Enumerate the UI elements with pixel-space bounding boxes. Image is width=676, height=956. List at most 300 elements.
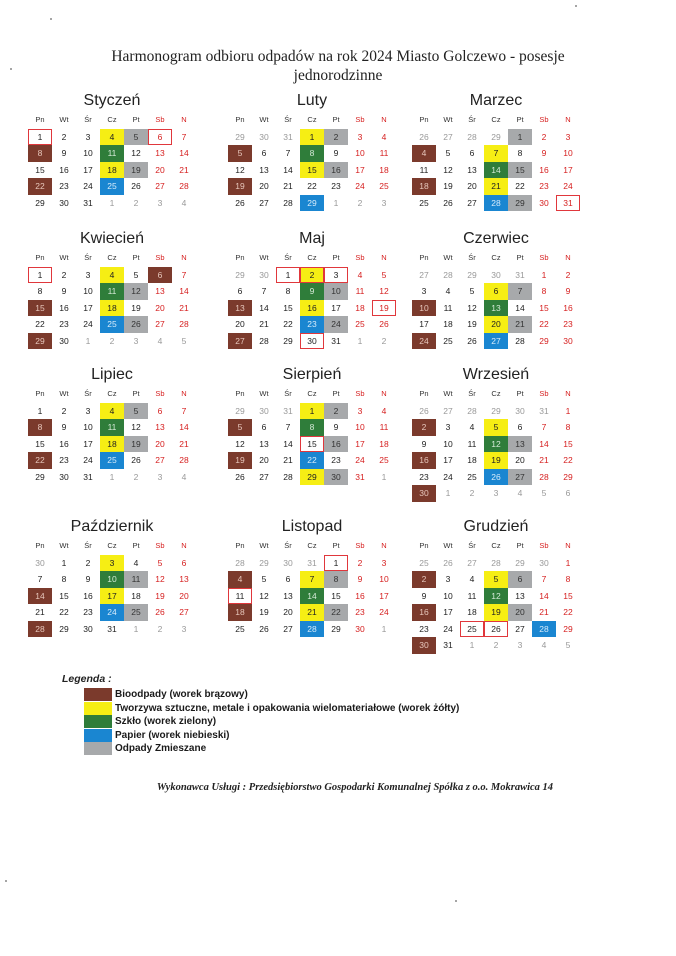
weekday-header: Cz <box>107 541 117 550</box>
day-cell: 1 <box>28 267 52 284</box>
day-cell: 3 <box>85 405 91 416</box>
day-cell: 3 <box>565 131 571 142</box>
weekday-header: Wt <box>259 389 269 398</box>
day-cell: 4 <box>445 286 451 296</box>
day-cell: 28 <box>467 131 477 142</box>
day-cell: 19 <box>155 590 165 601</box>
day-cell: 30 <box>35 557 45 568</box>
day-cell: 30 <box>83 623 93 634</box>
day-cell: 4 <box>412 145 436 162</box>
contractor-footer: Wykonawca Usługi : Przedsiębiorstwo Gospodarki Komunalnej Spółka z o.o. Mokrawica 14 <box>156 782 554 793</box>
legend-row <box>84 715 459 729</box>
day-cell: 26 <box>259 623 269 634</box>
day-cell: 7 <box>181 131 187 142</box>
day-cell: 1 <box>109 197 115 208</box>
day-cell: 24 <box>412 333 436 350</box>
day-cell: 26 <box>443 557 453 568</box>
weekday-header: Sb <box>155 389 165 398</box>
day-cell: 11 <box>124 571 148 588</box>
day-cell: 20 <box>179 590 189 601</box>
day-cell: 2 <box>61 405 67 416</box>
day-cell: 8 <box>28 419 52 436</box>
day-cell: 6 <box>181 557 187 568</box>
day-cell: 31 <box>83 197 93 208</box>
legend-items <box>62 688 459 756</box>
day-cell: 7 <box>541 422 547 432</box>
day-cell: 31 <box>443 640 453 650</box>
day-cell: 2 <box>61 269 67 280</box>
weekday-header: Cz <box>307 253 317 262</box>
day-cell: 13 <box>259 438 269 449</box>
day-cell: 13 <box>155 422 165 432</box>
day-cell: 23 <box>355 607 365 617</box>
day-cell: 16 <box>59 438 69 449</box>
legend-label: Papier (worek niebieski) <box>115 729 230 741</box>
day-cell: 15 <box>563 590 573 601</box>
day-cell: 4 <box>100 129 124 146</box>
day-cell: 13 <box>155 286 165 296</box>
day-cell: 2 <box>133 471 139 482</box>
day-cell: 27 <box>515 623 525 634</box>
day-cell: 20 <box>259 455 269 465</box>
day-cell: 1 <box>333 197 339 208</box>
day-cell: 30 <box>412 637 436 654</box>
day-cell: 15 <box>283 302 293 313</box>
scan-speck <box>50 18 52 20</box>
day-cell: 5 <box>484 571 508 588</box>
day-cell: 16 <box>59 302 69 313</box>
day-cell: 4 <box>357 269 363 280</box>
day-cell: 14 <box>179 148 189 158</box>
day-cell: 26 <box>443 197 453 208</box>
day-cell: 3 <box>157 471 163 482</box>
day-cell: 13 <box>283 590 293 601</box>
day-cell: 20 <box>259 181 269 191</box>
day-cell: 27 <box>179 607 189 617</box>
day-cell: 9 <box>421 438 427 449</box>
day-cell: 20 <box>515 455 525 465</box>
day-cell: 1 <box>109 471 115 482</box>
day-cell: 20 <box>155 438 165 449</box>
day-cell: 31 <box>556 195 580 212</box>
day-cell: 26 <box>155 607 165 617</box>
month-name: Kwiecień <box>79 230 145 247</box>
day-cell: 15 <box>35 164 45 175</box>
day-cell: 5 <box>469 286 475 296</box>
day-cell: 23 <box>419 623 429 634</box>
day-cell: 30 <box>355 623 365 634</box>
day-cell: 28 <box>484 195 508 212</box>
day-cell: 9 <box>565 286 571 296</box>
day-cell: 27 <box>419 269 429 280</box>
day-cell: 9 <box>421 590 427 601</box>
day-cell: 3 <box>133 335 139 346</box>
day-cell: 29 <box>539 335 549 346</box>
weekday-header: Cz <box>307 115 317 124</box>
day-cell: 2 <box>357 557 363 568</box>
day-cell: 5 <box>381 269 387 280</box>
legend-swatch <box>84 742 112 755</box>
day-cell: 14 <box>179 286 189 296</box>
day-cell: 27 <box>467 557 477 568</box>
day-cell: 20 <box>508 604 532 621</box>
day-cell: 23 <box>539 181 549 191</box>
weekday-header: Cz <box>107 389 117 398</box>
day-cell: 16 <box>83 590 93 601</box>
weekday-header: N <box>565 541 571 550</box>
day-cell: 7 <box>181 269 187 280</box>
day-cell: 15 <box>28 300 52 317</box>
weekday-header: Śr <box>468 253 476 262</box>
day-cell: 14 <box>539 438 549 449</box>
legend-row <box>84 742 459 756</box>
day-cell: 28 <box>443 269 453 280</box>
day-cell: 27 <box>155 181 165 191</box>
day-cell: 7 <box>484 145 508 162</box>
weekday-header: Cz <box>107 253 117 262</box>
day-cell: 2 <box>133 197 139 208</box>
day-cell: 22 <box>28 452 52 469</box>
weekday-header: Wt <box>259 541 269 550</box>
day-cell: 14 <box>179 422 189 432</box>
day-cell: 18 <box>443 319 453 329</box>
day-cell: 30 <box>412 485 436 502</box>
day-cell: 21 <box>539 455 549 465</box>
weekday-header: N <box>381 389 387 398</box>
day-cell: 31 <box>515 269 525 280</box>
day-cell: 8 <box>541 286 547 296</box>
day-cell: 4 <box>181 471 187 482</box>
day-cell: 18 <box>100 300 124 317</box>
day-cell: 31 <box>307 557 317 568</box>
day-cell: 5 <box>157 557 163 568</box>
month-days-grid <box>28 112 196 211</box>
day-cell: 6 <box>508 571 532 588</box>
day-cell: 11 <box>443 302 453 313</box>
day-cell: 2 <box>85 557 91 568</box>
weekday-header: N <box>565 115 571 124</box>
day-cell: 31 <box>355 471 365 482</box>
weekday-header: Sb <box>539 253 549 262</box>
day-cell: 15 <box>508 162 532 179</box>
day-cell: 30 <box>491 269 501 280</box>
weekday-header: Pn <box>35 115 45 124</box>
day-cell: 30 <box>59 471 69 482</box>
day-cell: 29 <box>235 269 245 280</box>
day-cell: 30 <box>259 131 269 142</box>
month-block <box>412 364 580 502</box>
day-cell: 13 <box>484 300 508 317</box>
day-cell: 24 <box>83 319 93 329</box>
day-cell: 3 <box>157 197 163 208</box>
day-cell: 10 <box>379 574 389 584</box>
weekday-header: Pn <box>235 389 245 398</box>
day-cell: 23 <box>300 316 324 333</box>
day-cell: 19 <box>228 178 252 195</box>
day-cell: 17 <box>83 164 93 175</box>
day-cell: 1 <box>508 129 532 146</box>
month-days-grid <box>412 386 580 502</box>
day-cell: 6 <box>484 283 508 300</box>
day-cell: 10 <box>355 148 365 158</box>
day-cell: 14 <box>300 588 324 605</box>
day-cell: 29 <box>515 557 525 568</box>
weekday-header: Pn <box>419 253 429 262</box>
day-cell: 11 <box>228 588 252 605</box>
day-cell: 19 <box>124 436 148 453</box>
scan-speck <box>10 68 12 70</box>
day-cell: 27 <box>443 131 453 142</box>
day-cell: 5 <box>124 129 148 146</box>
weekday-header: Sb <box>539 115 549 124</box>
day-cell: 8 <box>300 419 324 436</box>
day-cell: 23 <box>59 455 69 465</box>
day-cell: 1 <box>541 269 547 280</box>
day-cell: 7 <box>181 405 187 416</box>
day-cell: 4 <box>133 557 139 568</box>
day-cell: 12 <box>155 574 165 584</box>
day-cell: 27 <box>443 405 453 416</box>
month-days-grid <box>412 112 580 211</box>
day-cell: 17 <box>419 319 429 329</box>
month-name: Październik <box>70 518 154 535</box>
day-cell: 30 <box>563 335 573 346</box>
day-cell: 10 <box>324 283 348 300</box>
day-cell: 28 <box>283 471 293 482</box>
day-cell: 6 <box>565 488 571 498</box>
day-cell: 16 <box>539 164 549 175</box>
day-cell: 19 <box>372 300 396 317</box>
month-days-grid <box>228 250 396 349</box>
day-cell: 12 <box>131 422 141 432</box>
day-cell: 17 <box>83 302 93 313</box>
weekday-header: N <box>381 115 387 124</box>
weekday-header: Pn <box>35 253 45 262</box>
day-cell: 10 <box>100 571 124 588</box>
day-cell: 11 <box>100 419 124 436</box>
day-cell: 30 <box>324 469 348 486</box>
weekday-header: Pn <box>235 115 245 124</box>
day-cell: 29 <box>491 131 501 142</box>
day-cell: 5 <box>484 419 508 436</box>
month-days-grid <box>228 538 396 637</box>
day-cell: 22 <box>563 607 573 617</box>
day-cell: 29 <box>235 405 245 416</box>
day-cell: 8 <box>285 286 291 296</box>
weekday-header: Śr <box>468 541 476 550</box>
day-cell: 15 <box>331 590 341 601</box>
day-cell: 17 <box>100 588 124 605</box>
weekday-header: N <box>565 253 571 262</box>
day-cell: 16 <box>355 590 365 601</box>
day-cell: 28 <box>235 557 245 568</box>
day-cell: 26 <box>419 405 429 416</box>
day-cell: 3 <box>357 131 363 142</box>
legend-label: Odpady Zmieszane <box>115 743 207 755</box>
day-cell: 2 <box>300 267 324 284</box>
day-cell: 13 <box>515 590 525 601</box>
day-cell: 26 <box>467 335 477 346</box>
day-cell: 31 <box>539 405 549 416</box>
month-block <box>228 228 396 349</box>
weekday-header: N <box>181 541 187 550</box>
day-cell: 17 <box>331 302 341 313</box>
weekday-header: N <box>565 389 571 398</box>
day-cell: 31 <box>283 131 293 142</box>
weekday-header: Sb <box>355 389 365 398</box>
month-days-grid <box>228 386 396 485</box>
day-cell: 22 <box>563 455 573 465</box>
day-cell: 6 <box>148 267 172 284</box>
day-cell: 10 <box>412 300 436 317</box>
day-cell: 8 <box>565 574 571 584</box>
day-cell: 10 <box>443 438 453 449</box>
day-cell: 29 <box>491 405 501 416</box>
month-name: Styczeń <box>83 92 141 109</box>
day-cell: 30 <box>515 405 525 416</box>
day-cell: 27 <box>467 197 477 208</box>
day-cell: 25 <box>355 319 365 329</box>
day-cell: 4 <box>381 131 387 142</box>
legend-swatch <box>84 702 112 715</box>
day-cell: 18 <box>412 178 436 195</box>
day-cell: 29 <box>508 195 532 212</box>
day-cell: 28 <box>283 197 293 208</box>
day-cell: 4 <box>469 574 475 584</box>
day-cell: 31 <box>107 623 117 634</box>
day-cell: 4 <box>469 422 475 432</box>
day-cell: 2 <box>324 129 348 146</box>
day-cell: 16 <box>300 300 324 317</box>
day-cell: 20 <box>155 164 165 175</box>
day-cell: 8 <box>565 422 571 432</box>
day-cell: 1 <box>565 557 571 568</box>
day-cell: 7 <box>300 571 324 588</box>
day-cell: 27 <box>484 333 508 350</box>
day-cell: 29 <box>59 623 69 634</box>
day-cell: 20 <box>484 316 508 333</box>
day-cell: 13 <box>259 164 269 175</box>
day-cell: 5 <box>261 574 267 584</box>
day-cell: 23 <box>563 319 573 329</box>
weekday-header: Wt <box>443 115 453 124</box>
weekday-header: Cz <box>491 541 501 550</box>
day-cell: 4 <box>100 403 124 420</box>
day-cell: 16 <box>563 302 573 313</box>
month-days-grid <box>28 250 196 349</box>
day-cell: 8 <box>324 571 348 588</box>
day-cell: 21 <box>35 607 45 617</box>
day-cell: 11 <box>355 286 365 296</box>
day-cell: 2 <box>109 335 115 346</box>
day-cell: 28 <box>532 621 556 638</box>
legend-row <box>84 702 459 716</box>
day-cell: 3 <box>421 286 427 296</box>
month-days-grid <box>412 250 580 349</box>
day-cell: 21 <box>484 178 508 195</box>
day-cell: 29 <box>331 623 341 634</box>
day-cell: 4 <box>228 571 252 588</box>
weekday-header: Śr <box>284 253 292 262</box>
day-cell: 23 <box>83 607 93 617</box>
legend-row <box>84 729 459 743</box>
day-cell: 14 <box>484 162 508 179</box>
day-cell: 10 <box>83 286 93 296</box>
day-cell: 3 <box>100 555 124 572</box>
day-cell: 1 <box>276 267 300 284</box>
day-cell: 24 <box>443 623 453 634</box>
day-cell: 29 <box>300 195 324 212</box>
weekday-header: Pt <box>516 253 524 262</box>
day-cell: 29 <box>563 471 573 482</box>
weekday-header: Pt <box>332 253 340 262</box>
day-cell: 29 <box>235 131 245 142</box>
month-days-grid <box>28 538 196 637</box>
weekday-header: Pt <box>132 389 140 398</box>
day-cell: 28 <box>179 319 189 329</box>
day-cell: 19 <box>484 452 508 469</box>
day-cell: 8 <box>300 145 324 162</box>
day-cell: 11 <box>379 422 389 432</box>
day-cell: 9 <box>61 422 67 432</box>
weekday-header: Pt <box>132 253 140 262</box>
day-cell: 7 <box>261 286 267 296</box>
weekday-header: Sb <box>155 253 165 262</box>
day-cell: 25 <box>235 623 245 634</box>
day-cell: 15 <box>59 590 69 601</box>
day-cell: 25 <box>100 178 124 195</box>
day-cell: 28 <box>179 455 189 465</box>
day-cell: 11 <box>100 283 124 300</box>
weekday-header: Cz <box>307 389 317 398</box>
day-cell: 9 <box>85 574 91 584</box>
weekday-header: N <box>181 389 187 398</box>
day-cell: 8 <box>61 574 67 584</box>
day-cell: 12 <box>259 590 269 601</box>
day-cell: 7 <box>37 574 43 584</box>
day-cell: 14 <box>283 438 293 449</box>
day-cell: 15 <box>563 438 573 449</box>
day-cell: 4 <box>541 640 547 650</box>
month-block <box>228 90 396 211</box>
scan-speck <box>5 880 7 882</box>
month-name: Grudzień <box>463 518 529 535</box>
day-cell: 15 <box>35 438 45 449</box>
scan-speck <box>455 900 457 902</box>
weekday-header: Wt <box>259 253 269 262</box>
weekday-header: Śr <box>468 389 476 398</box>
day-cell: 30 <box>59 335 69 346</box>
day-cell: 3 <box>181 623 187 634</box>
day-cell: 9 <box>333 422 339 432</box>
day-cell: 2 <box>357 197 363 208</box>
month-days-grid <box>28 386 196 485</box>
day-cell: 22 <box>324 604 348 621</box>
day-cell: 25 <box>460 621 484 638</box>
day-cell: 21 <box>539 607 549 617</box>
day-cell: 15 <box>300 162 324 179</box>
day-cell: 18 <box>228 604 252 621</box>
day-cell: 21 <box>179 164 189 175</box>
day-cell: 13 <box>467 164 477 175</box>
day-cell: 26 <box>484 621 508 638</box>
month-name: Czerwiec <box>463 230 529 247</box>
day-cell: 17 <box>355 438 365 449</box>
day-cell: 18 <box>100 162 124 179</box>
weekday-header: Cz <box>107 115 117 124</box>
day-cell: 19 <box>443 181 453 191</box>
day-cell: 3 <box>85 131 91 142</box>
